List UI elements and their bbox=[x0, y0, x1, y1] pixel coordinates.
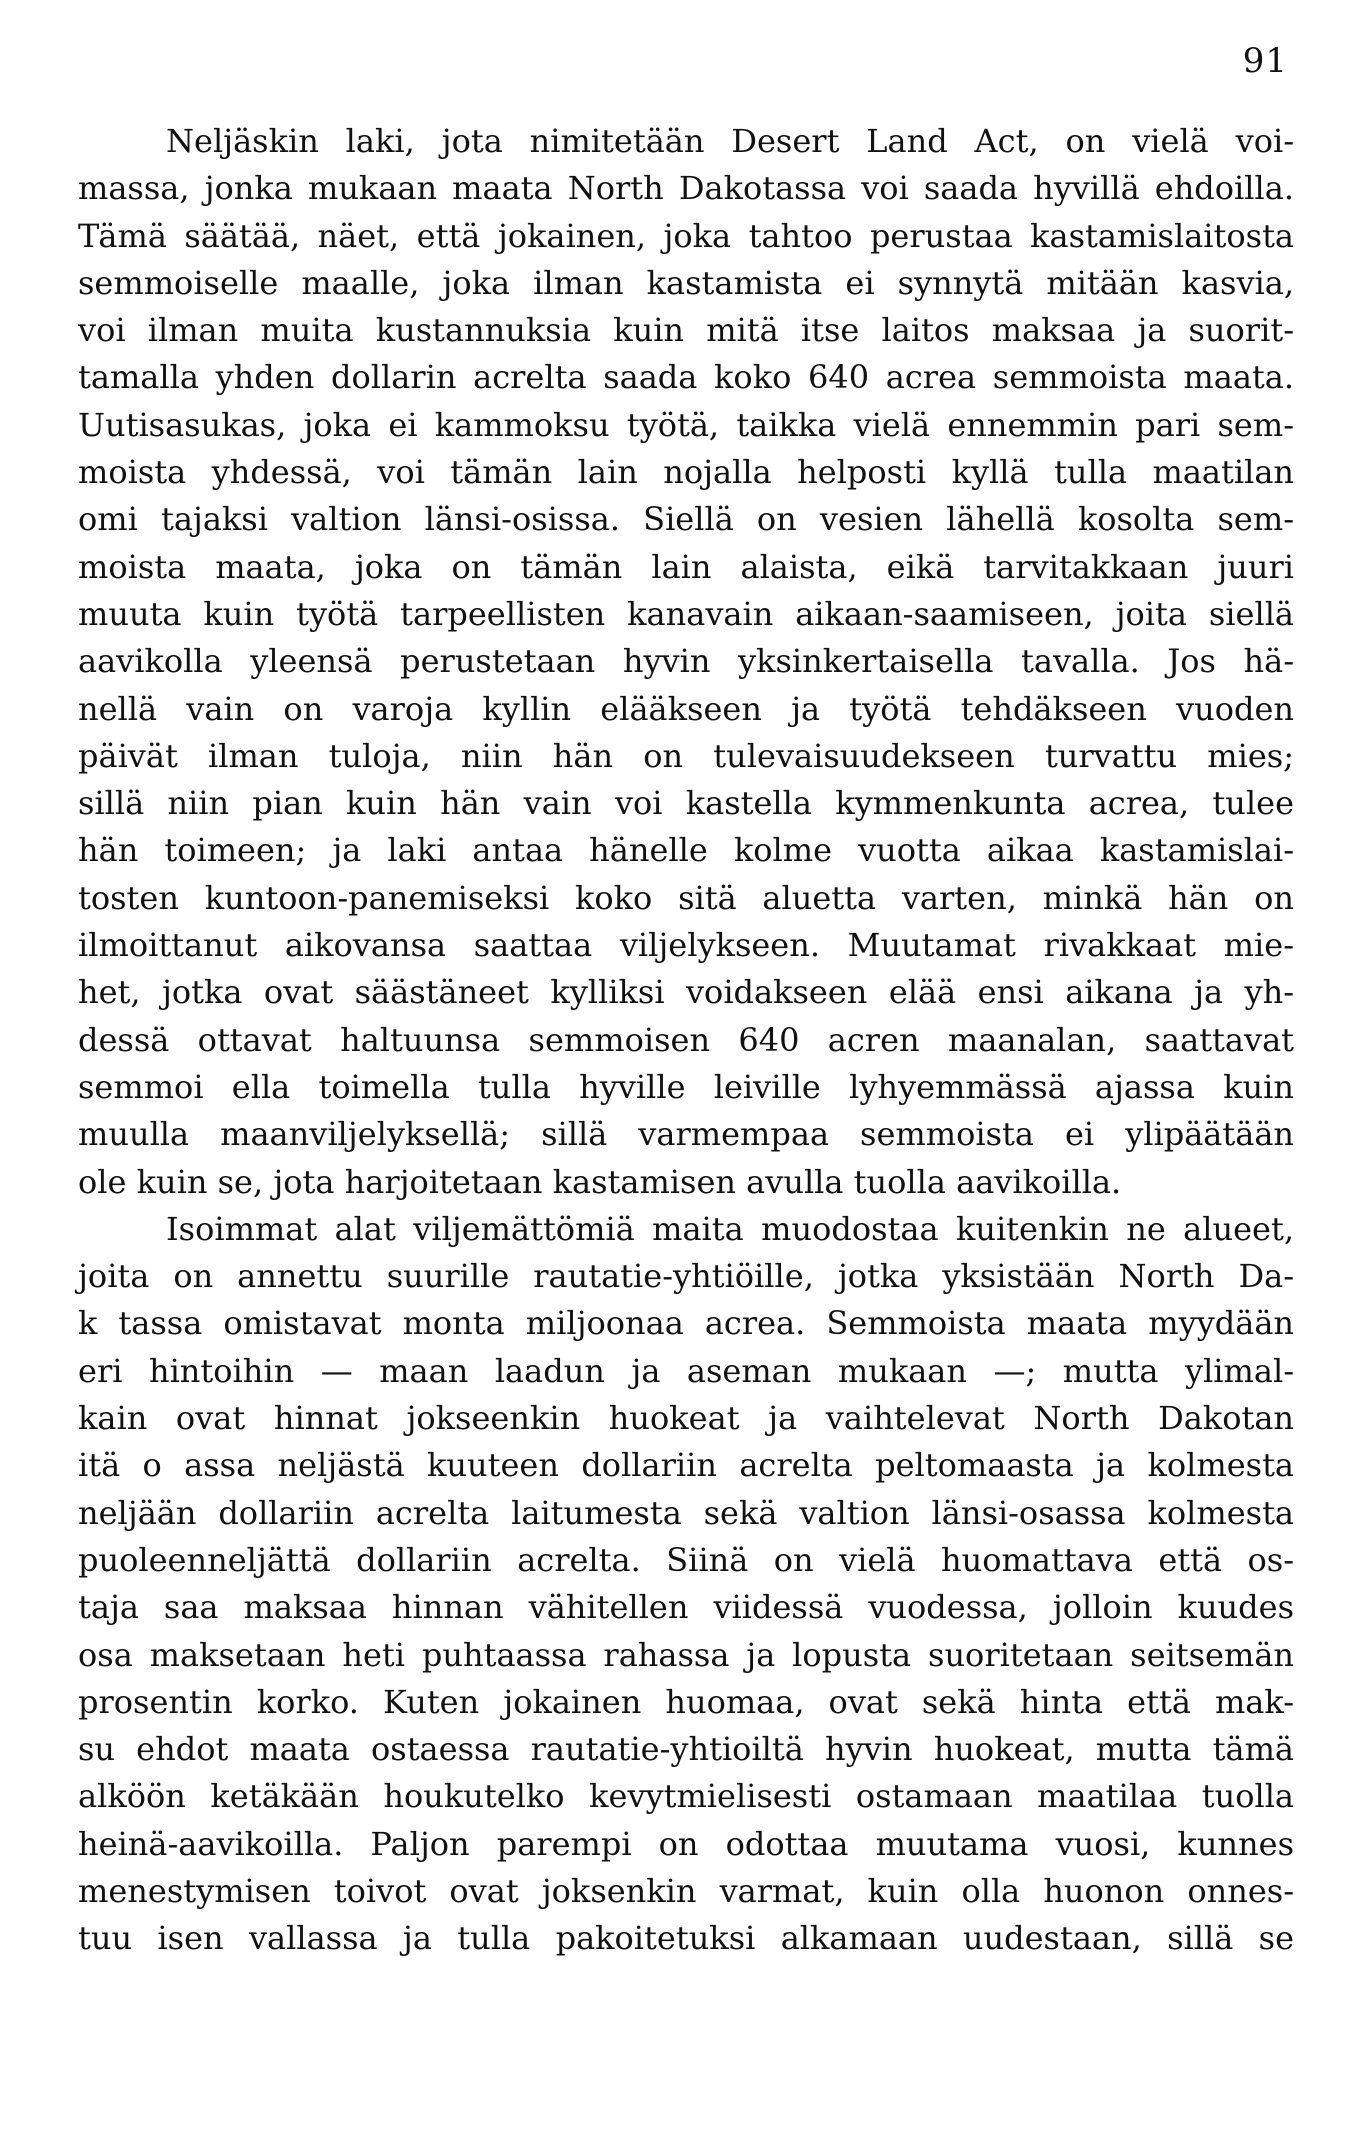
text-line: su ehdot maata ostaessa rautatie-yhtioiltä hyvin huokeat, mutta tämä bbox=[78, 1730, 1294, 1769]
page-number: 91 bbox=[1242, 41, 1288, 81]
text-line: prosentin korko. Kuten jokainen huomaa, ovat sekä hinta että mak- bbox=[78, 1682, 1294, 1721]
text-line: puoleenneljättä dollariin acrelta. Siinä on vielä huomattava että os- bbox=[78, 1540, 1294, 1579]
text-line: Isoimmat alat viljemättömiä maita muodostaa kuitenkin ne alueet, bbox=[166, 1209, 1294, 1248]
text-line: tamalla yhden dollarin acrelta saada koko 640 acrea semmoista maata. bbox=[78, 358, 1294, 397]
text-line: menestymisen toivot ovat joksenkin varmat, kuin olla huonon onnes- bbox=[78, 1871, 1294, 1910]
text-line: moista maata, joka on tämän lain alaista, eikä tarvitakkaan juuri bbox=[78, 547, 1294, 586]
paragraph-2 bbox=[78, 1206, 1294, 1963]
text-line: hän toimeen; ja laki antaa hänelle kolme vuotta aikaa kastamislai- bbox=[78, 831, 1294, 870]
text-line: muuta kuin työtä tarpeellisten kanavain aikaan-saamiseen, joita siellä bbox=[78, 594, 1294, 633]
text-line: Tämä säätää, näet, että jokainen, joka tahtoo perustaa kastamislaitosta bbox=[78, 216, 1294, 255]
text-line: massa, jonka mukaan maata North Dakotassa voi saada hyvillä ehdoilla. bbox=[78, 169, 1294, 208]
page-body bbox=[78, 118, 1294, 1963]
text-line: dessä ottavat haltuunsa semmoisen 640 acren maanalan, saattavat bbox=[78, 1020, 1294, 1059]
text-line: heinä-aavikoilla. Paljon parempi on odottaa muutama vuosi, kunnes bbox=[78, 1824, 1294, 1863]
text-line: kain ovat hinnat jokseenkin huokeat ja vaihtelevat North Dakotan bbox=[78, 1399, 1294, 1438]
text-line: omi tajaksi valtion länsi-osissa. Siellä on vesien lähellä kosolta sem- bbox=[78, 500, 1294, 539]
text-line: itä o assa neljästä kuuteen dollariin acrelta peltomaasta ja kolmesta bbox=[78, 1446, 1294, 1485]
text-line: nellä vain on varoja kyllin elääkseen ja työtä tehdäkseen vuoden bbox=[78, 689, 1294, 728]
text-line: Uutisasukas, joka ei kammoksu työtä, taikka vielä ennemmin pari sem- bbox=[78, 405, 1294, 444]
text-line: Neljäskin laki, jota nimitetään Desert Land Act, on vielä voi- bbox=[166, 122, 1294, 160]
text-line: semmoi ella toimella tulla hyville leiville lyhyemmässä ajassa kuin bbox=[78, 1067, 1294, 1106]
text-line: ilmoittanut aikovansa saattaa viljelykseen. Muutamat rivakkaat mie- bbox=[78, 926, 1294, 965]
text-line: päivät ilman tuloja, niin hän on tulevaisuudekseen turvattu mies; bbox=[78, 736, 1294, 775]
text-line: ole kuin se, jota harjoitetaan kastamisen avulla tuolla aavikoilla. bbox=[78, 1162, 1122, 1201]
text-line: joita on annettu suurille rautatie-yhtiöille, jotka yksistään North Da- bbox=[78, 1257, 1294, 1296]
text-line: het, jotka ovat säästäneet kylliksi voidakseen elää ensi aikana ja yh- bbox=[78, 973, 1294, 1012]
text-line: eri hintoihin — maan laadun ja aseman mukaan —; mutta ylimal- bbox=[78, 1351, 1294, 1390]
text-line: osa maksetaan heti puhtaassa rahassa ja lopusta suoritetaan seitsemän bbox=[78, 1635, 1294, 1674]
text-line: sillä niin pian kuin hän vain voi kastella kymmenkunta acrea, tulee bbox=[78, 784, 1294, 823]
text-line: aavikolla yleensä perustetaan hyvin yksinkertaisella tavalla. Jos hä- bbox=[78, 642, 1294, 681]
text-line: tosten kuntoon-panemiseksi koko sitä aluetta varten, minkä hän on bbox=[78, 878, 1294, 917]
text-line: muulla maanviljelyksellä; sillä varmempaa semmoista ei ylipäätään bbox=[78, 1115, 1294, 1154]
text-line: alköön ketäkään houkutelko kevytmielisesti ostamaan maatilaa tuolla bbox=[78, 1777, 1294, 1816]
text-line: semmoiselle maalle, joka ilman kastamista ei synnytä mitään kasvia, bbox=[78, 263, 1294, 302]
text-line: tuu isen vallassa ja tulla pakoitetuksi alkamaan uudestaan, sillä se bbox=[78, 1919, 1294, 1958]
text-line: voi ilman muita kustannuksia kuin mitä itse laitos maksaa ja suorit- bbox=[78, 311, 1294, 350]
text-line: neljään dollariin acrelta laitumesta sekä valtion länsi-osassa kolmesta bbox=[78, 1493, 1294, 1532]
paragraph-1 bbox=[78, 118, 1294, 1206]
text-line: taja saa maksaa hinnan vähitellen viidessä vuodessa, jolloin kuudes bbox=[78, 1588, 1294, 1627]
text-line: moista yhdessä, voi tämän lain nojalla helposti kyllä tulla maatilan bbox=[78, 453, 1294, 492]
text-line: k tassa omistavat monta miljoonaa acrea. Semmoista maata myydään bbox=[78, 1304, 1294, 1343]
